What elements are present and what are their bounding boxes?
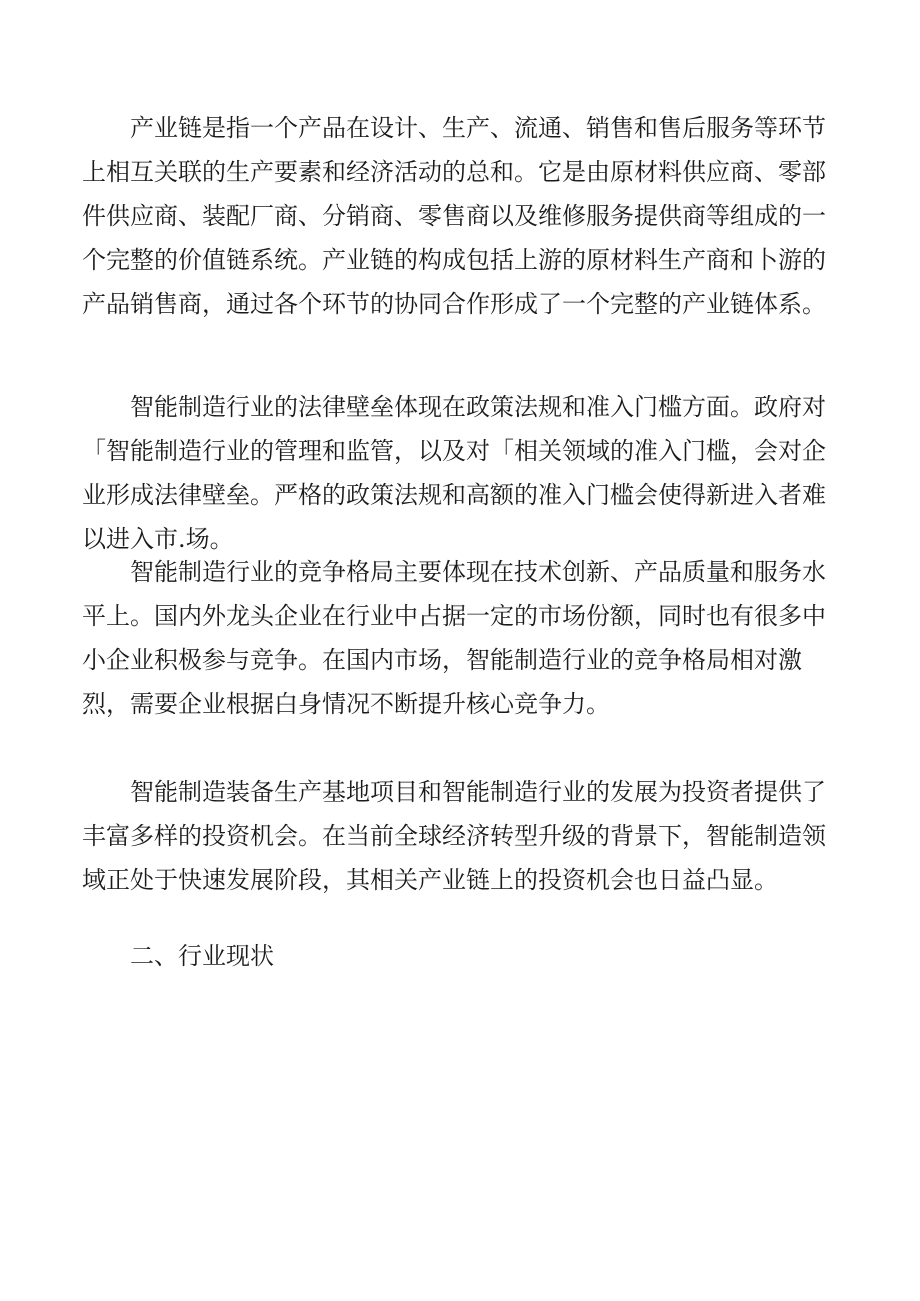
paragraph-competition: 智能制造行业的竞争格局主要体现在技术创新、产品质量和服务水平上。国内外龙头企业在行业中占据一定的市场份额，同时也有很多中小企业积极参与竞争。在国内市场，智能制造行业的竞争格局相对激烈，需要企业根据白身情况不断提升核心竞争力。 [82, 558, 826, 718]
paragraph-legal-barriers: 智能制造行业的法律壁垒体现在政策法规和准入门槛方面。政府对「智能制造行业的管理和监管，以及对「相关领域的准入门槛，会对企业形成法律壁垒。严格的政策法规和高额的准入门槛会使得新进入者难以进入市.场。 [82, 393, 826, 553]
section-heading-industry-status: 二、行业现状 [130, 942, 274, 970]
paragraph-investment: 智能制造装备生产基地项目和智能制造行业的发展为投资者提供了丰富多样的投资机会。在当前全球经济转型升级的背景下，智能制造领域正处于快速发展阶段，其相关产业链上的投资机会也日益凸显。 [82, 778, 826, 894]
paragraph-industry-chain: 产业链是指一个产品在设计、生产、流通、销售和售后服务等环节上相互关联的生产要素和经济活动的总和。它是由原材料供应商、零部件供应商、装配厂商、分销商、零售商以及维修服务提供商等组成的一个完整的价值链系统。产业链的构成包括上游的原材料生产商和卜游的产品销售商，通过各个环节的协同合作形成了一个完整的产业链体系。 [82, 114, 826, 318]
